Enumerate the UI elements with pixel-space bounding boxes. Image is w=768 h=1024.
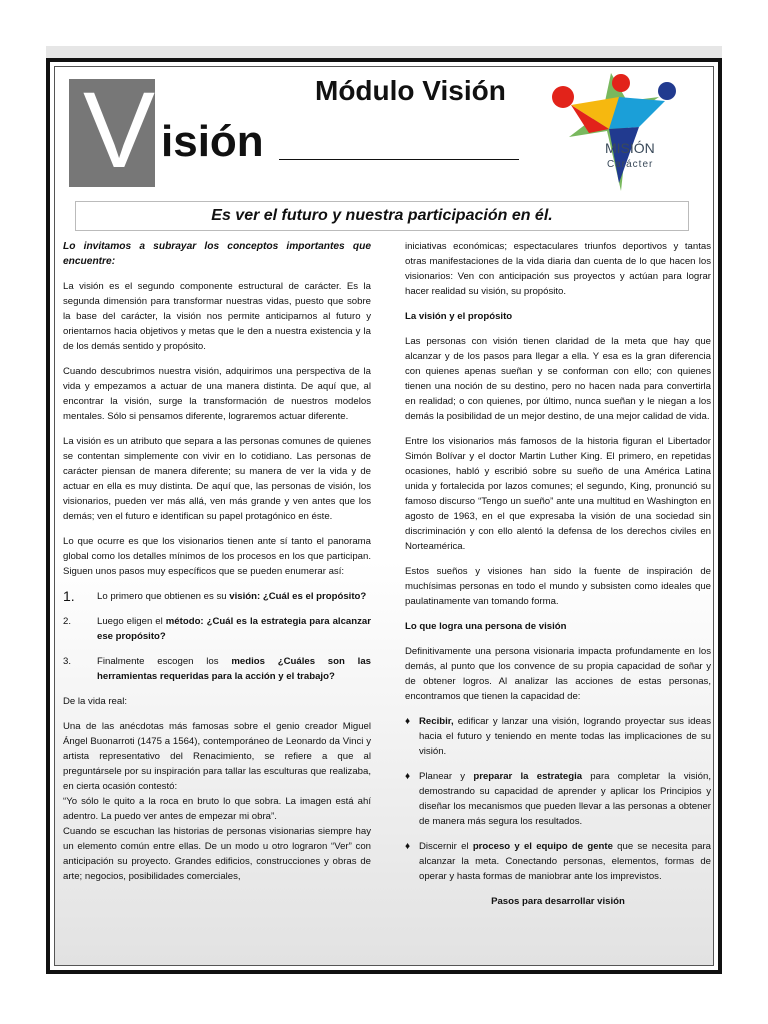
section-heading: Pasos para desarrollar visión — [491, 896, 625, 907]
tagline: Es ver el futuro y nuestra participación en él. — [75, 201, 689, 231]
diamond-bullet-icon: ♦ — [405, 841, 411, 852]
section-heading: La visión y el propósito — [405, 311, 513, 322]
bullet-text: edificar y lanzar una visión, logrando proyectar sus ideas hacia el futuro y teniendo en mente todas las implicaciones de su visión. — [419, 716, 711, 757]
item-number: 1. — [63, 588, 75, 604]
diamond-bullet-icon: ♦ — [405, 771, 411, 782]
page-inner — [54, 66, 714, 966]
bullet-item — [405, 714, 711, 759]
paragraph: La visión es el segundo componente estructural de carácter. Es la segunda dimensión para transformar nuestras vidas, puesto que sobre la base del carácter, la visión nos permite anticiparnos al futuro y orientarnos hacia objetivos y metas que le den a nuestra existencia y la de los demás sentido y propósito. — [63, 281, 371, 352]
logo-sub: Carácter — [607, 159, 654, 170]
paragraph: Definitivamente una persona visionaria impacta profundamente en los demás, al punto que los convence de su propia capacidad de soñar y de obtener logros. Al analizar las acciones de estas personas, encontramos que tienen la capacidad de: — [405, 646, 711, 702]
bullet-bold: proceso y el equipo de gente — [472, 841, 613, 852]
bullet-text: Planear y — [419, 771, 474, 782]
bullet-bold: Recibir, — [419, 716, 454, 727]
lead-text: Lo invitamos a subrayar los conceptos importantes que encuentre: — [63, 241, 371, 267]
item-text: Lo primero que obtienen es su — [97, 591, 230, 602]
vision-title: isión — [161, 117, 264, 166]
bullet-text: que se necesita para alcanzar la meta. Conectando personas, elementos, formas de operar y hasta formas de maniobrar ante los imprevistos. — [419, 841, 711, 882]
mision-caracter-logo — [549, 71, 679, 195]
colorful-people-star-icon — [549, 71, 679, 195]
item-bold: medios ¿Cuáles son las herramientas requeridas para la acción y el trabajo? — [97, 656, 371, 682]
paragraph: Lo que ocurre es que los visionarios tienen ante sí tanto el panorama global como los detalles mínimos de los procesos en los que participan. Siguen unos pasos muy específicos que se pueden enumerar así: — [63, 536, 371, 577]
section-heading: Lo que logra una persona de visión — [405, 621, 567, 632]
item-text: Finalmente escogen los — [97, 656, 232, 667]
right-column — [405, 239, 711, 919]
paragraph: Cuando se escuchan las historias de personas visionarias siempre hay un elemento común entre ellas. De un modo u otro lograron “Ver” con anticipación su proyecto. Grandes edificios, construcciones y obras de arte; negocios, posibilidades comerciales, — [63, 826, 371, 882]
item-number: 3. — [63, 656, 72, 667]
bullet-item — [405, 769, 711, 829]
logo-word: MISIÓN — [605, 140, 655, 156]
numbered-item — [63, 654, 371, 684]
item-bold: método: ¿Cuál es la estrategia para alcanzar ese propósito? — [97, 616, 371, 642]
paragraph: Entre los visionarios más famosos de la historia figuran el Libertador Simón Bolívar y el doctor Martin Luther King. El primero, en repetidas ocasiones, habló y escribió sobre su sueño de una América Latina unida y fortalecida por lazos comunes; el segundo, King, pronunció su famoso discurso “Tengo un sueño” ante una multitud en Washington en agosto de 1963, en el que expresaba la visión de una sociedad sin discriminación y con ello alentó la defensa de los derechos civiles en Norteamérica. — [405, 436, 711, 552]
item-bold: visión: ¿Cuál es el propósito? — [229, 591, 367, 602]
bullet-bold: preparar la estrategia — [473, 771, 583, 782]
v-letter: V — [83, 69, 156, 190]
page-frame — [46, 58, 722, 974]
paragraph: Las personas con visión tienen claridad de la meta que hay que alcanzar y de los pasos para llegar a ella. Y esa es la gran diferencia con quienes apenas sueñan y se conforman con ello; con quienes tienen una noción de su destino, pero no hacen nada para convertirla en realidad; o con quienes, por último, nunca sueñan y le niegan a los demás la posibilidad de un mejor destino, de una mejor calidad de vida. — [405, 336, 711, 422]
item-number: 2. — [63, 616, 72, 627]
top-strip — [46, 46, 722, 58]
item-text: Luego eligen el — [97, 616, 166, 627]
numbered-item — [63, 589, 371, 604]
paragraph: Una de las anécdotas más famosas sobre el genio creador Miguel Ángel Buonarroti (1475 a 1564), contemporáneo de Leonardo da Vinci y artista representativo del Renacimiento, se refiere a que al preguntársele por su inspiración para tallar las esculturas que realizaba, en cierta ocasión contestó: — [63, 721, 371, 792]
module-title: Módulo Visión — [315, 75, 506, 106]
diamond-bullet-icon: ♦ — [405, 716, 411, 727]
bullet-text: Discernir el — [419, 841, 473, 852]
title-underline — [279, 159, 519, 160]
left-column — [63, 239, 371, 884]
quote: “Yo sólo le quito a la roca en bruto lo que sobra. La imagen está ahí adentro. La puedo ver antes de empezar mi obra”. — [63, 796, 371, 822]
paragraph: iniciativas económicas; espectaculares triunfos deportivos y tantas otras manifestaciones de la vida diaria dan cuenta de lo que hacen los visionarios: Ven con anticipación sus proyectos y actúan para lograr hacer realidad su visión, su propósito. — [405, 241, 711, 297]
paragraph: La visión es un atributo que separa a las personas comunes de quienes se contentan simplemente con vivir en lo cotidiano. Las personas de carácter piensan de manera diferente; su manera de ver la vida y de actuar en ella es muy distinta. De aquí que, las personas de visión, los visionarios, pueden ver más allá, ven más grande y ven antes que los demás; ven el futuro e identifican su papel protagónico en éste. — [63, 436, 371, 522]
v-letter-box — [69, 69, 156, 190]
paragraph: De la vida real: — [63, 696, 127, 707]
numbered-item — [63, 614, 371, 644]
bullet-item — [405, 839, 711, 884]
paragraph: Cuando descubrimos nuestra visión, adquirimos una perspectiva de la vida y empezamos a actuar de una manera distinta. De aquí que, al encontrar la visión, surge la transformación de nuestros modelos mentales. Sólo si pensamos diferente, lograremos actuar diferente. — [63, 366, 371, 422]
bullet-text: para completar la visión, demostrando su capacidad de aprender y aplicar los Principios y diseñar los mecanismos que pueden llevar a las personas a obtener de manera más segura los resultados. — [419, 771, 711, 827]
paragraph: Estos sueños y visiones han sido la fuente de inspiración de muchísimas personas en todo el mundo y subsisten como ideales que paulatinamente van tomando forma. — [405, 566, 711, 607]
